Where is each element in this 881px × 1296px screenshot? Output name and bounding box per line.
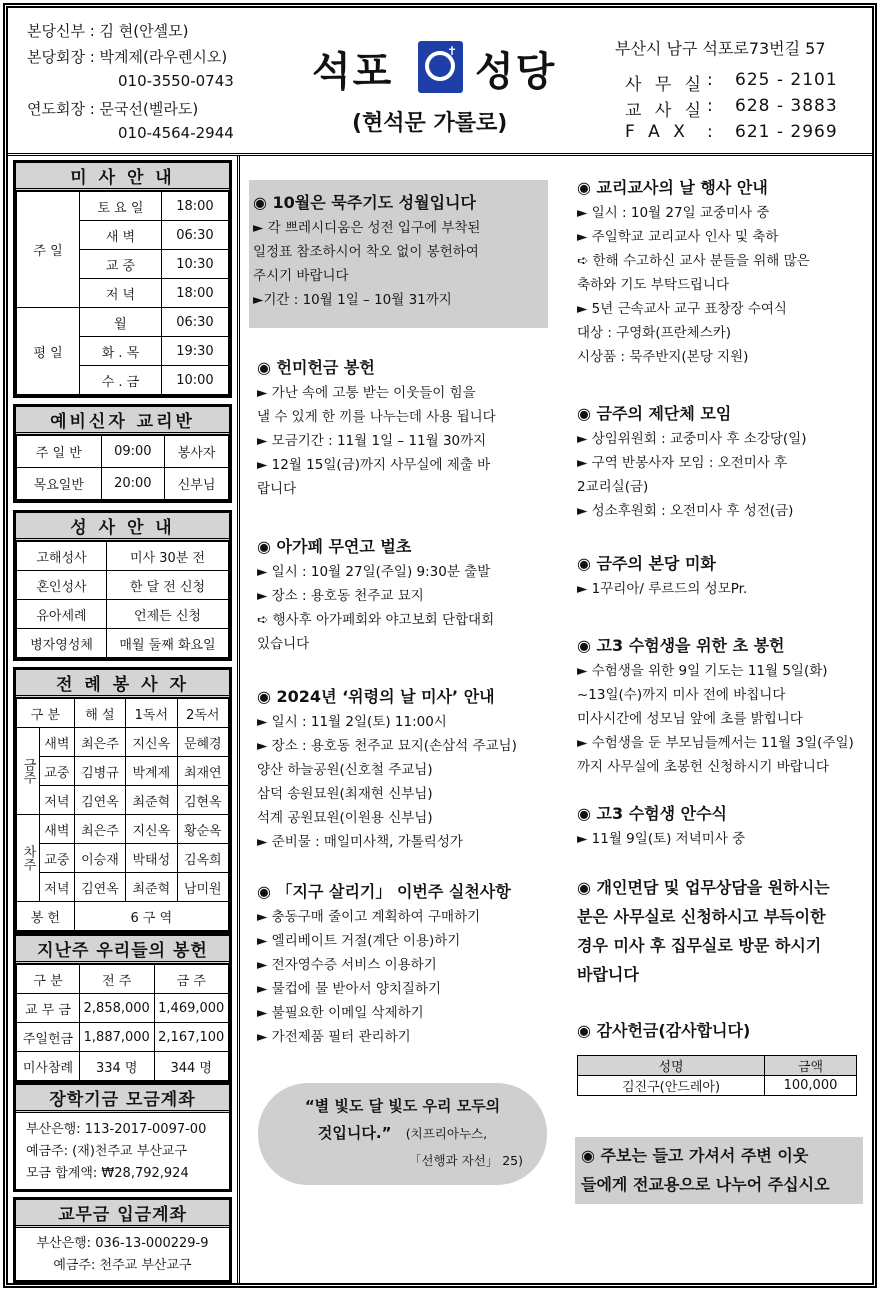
cell: 김현옥	[177, 786, 228, 815]
section-title: ◉ 헌미헌금 봉헌	[257, 358, 375, 377]
quote-source: (치프리아누스,	[405, 1126, 488, 1141]
district-phone: 010-4564-2944	[118, 124, 234, 142]
cell: 매월 둘째 화요일	[107, 629, 229, 658]
offering-table	[16, 964, 229, 1081]
cell: 주 일 반	[17, 436, 102, 468]
footer-line: ◉ 주보는 들고 가셔서 주변 이웃	[581, 1146, 809, 1165]
cell: 고해성사	[17, 542, 107, 571]
section-line: ~13일(수)까지 미사 전에 바칩니다	[577, 687, 786, 703]
section-line: ► 엘리베이트 거절(계단 이용)하기	[257, 933, 461, 949]
section-line: ► 주일학교 교리교사 인사 및 축하	[577, 229, 779, 245]
cell: 금 주	[154, 965, 229, 994]
mass-day: 수 . 금	[80, 366, 162, 395]
weekday-label: 평 일	[17, 308, 80, 395]
cell: 저녁	[40, 786, 75, 815]
notice-section	[257, 534, 494, 656]
cell: 최준혁	[126, 786, 177, 815]
cell: 목요일반	[17, 468, 102, 500]
section-line: ► 전자영수증 서비스 이용하기	[257, 957, 437, 973]
section-line: ➪ 행사후 아가페회와 야고보회 단합대회	[257, 612, 495, 628]
cell: 334 명	[80, 1052, 155, 1081]
section-line: 낼 수 있게 한 끼를 나누는데 사용 됩니다	[257, 409, 496, 425]
catechumen-table	[16, 435, 229, 500]
phone-number: 621 - 2969	[735, 122, 838, 142]
notice-section	[249, 180, 548, 328]
phone-number: 625 - 2101	[735, 70, 838, 90]
section-line: ► 일시 : 11월 2일(토) 11:00시	[257, 714, 447, 730]
total-amount: 모금 합계액: ₩28,792,924	[26, 1166, 189, 1181]
cell: 신부님	[165, 468, 229, 500]
dues-title: 교무금 입금계좌	[16, 1200, 229, 1228]
section-line: 있습니다	[257, 636, 310, 652]
notice-section	[577, 175, 810, 369]
cell: 구 분	[17, 965, 80, 994]
address: 부산시 남구 석포로73번길 57	[615, 39, 826, 58]
cell: 교 무 금	[17, 994, 80, 1023]
cell: 금액	[765, 1056, 857, 1076]
phone-label: F A X	[625, 122, 689, 142]
cell: 해 설	[74, 699, 125, 728]
section-title: ◉ 2024년 ‘위령의 날 미사’ 안내	[257, 687, 495, 706]
cell: 교중	[40, 844, 75, 873]
cell: 혼인성사	[17, 571, 107, 600]
cell: 2독서	[177, 699, 228, 728]
quote-text: “별 빛도 달 빛도 우리 모두의	[304, 1097, 501, 1115]
thanks-title: ◉ 감사헌금(감사합니다)	[577, 1021, 751, 1040]
offering-box	[13, 933, 232, 1084]
cell: 김옥희	[177, 844, 228, 873]
section-line: ► 일시 : 10월 27일(주일) 9:30분 출발	[257, 564, 491, 580]
section-line: ► 성소후원회 : 오전미사 후 성전(금)	[577, 503, 794, 519]
section-line: ► 수험생을 둔 부모님들께서는 11월 3일(주일)	[577, 735, 854, 751]
mass-schedule-box	[13, 160, 232, 398]
footer-notice-box	[575, 1137, 863, 1204]
section-line: ► 모금기간 : 11월 1일 – 11월 30까지	[257, 433, 487, 449]
scholarship-box	[13, 1082, 232, 1192]
church-name-right: 성당	[475, 49, 557, 95]
notice-line: 바랍니다	[577, 965, 639, 984]
dues-box	[13, 1197, 232, 1283]
cell: 미사 30분 전	[107, 542, 229, 571]
phone-label: 교 사 실	[625, 101, 706, 121]
bank-account: 부산은행: 113-2017-0097-00	[26, 1122, 207, 1137]
section-line: ► 11월 9일(토) 저녁미사 중	[577, 831, 746, 847]
cell: 2,167,100	[154, 1023, 229, 1052]
phone-label: 사 무 실	[625, 75, 706, 95]
pastor: 본당신부 : 김 현(안셀모)	[27, 22, 189, 40]
notice-line: ◉ 개인면담 및 업무상담을 원하시는	[577, 878, 830, 897]
account-holder: 예금주: 천주교 부산교구	[53, 1258, 192, 1273]
notice-section	[577, 551, 747, 601]
cell: 박계제	[126, 757, 177, 786]
parish-president: 본당회장 : 박계제(라우렌시오)	[27, 48, 228, 66]
section-title: ◉ 고3 수험생 안수식	[577, 804, 727, 823]
section-line: 주시기 바랍니다	[253, 268, 349, 284]
notice-section	[577, 633, 854, 779]
section-line: ► 장소 : 용호동 천주교 묘지	[257, 588, 424, 604]
phone-colon: :	[707, 122, 713, 142]
mass-time: 18:00	[161, 279, 228, 308]
mass-time: 06:30	[161, 221, 228, 250]
section-line: ► 각 쁘레시디움은 성전 입구에 부착된	[253, 220, 481, 236]
cell: 봉사자	[165, 436, 229, 468]
cell: 20:00	[101, 468, 165, 500]
section-line: 양산 하늘공원(신호철 주교님)	[257, 762, 433, 778]
section-line: ►기간 : 10월 1일 – 10월 31까지	[253, 292, 452, 308]
cell: 구 분	[17, 699, 75, 728]
scholarship-title: 장학기금 모금계좌	[16, 1085, 229, 1113]
cell: 봉 헌	[17, 902, 75, 931]
section-title: ◉ 교리교사의 날 행사 안내	[577, 178, 768, 197]
cell: 최은주	[74, 728, 125, 757]
section-line: ► 일시 : 10월 27일 교중미사 중	[577, 205, 770, 221]
bank-account: 부산은행: 036-13-000229-9	[36, 1236, 209, 1251]
mass-day: 월	[80, 308, 162, 337]
cell: 병자영성체	[17, 629, 107, 658]
section-line: ► 가전제품 필터 관리하기	[257, 1029, 411, 1045]
cell: 최은주	[74, 815, 125, 844]
mass-day: 저 녁	[80, 279, 162, 308]
cell: 한 달 전 신청	[107, 571, 229, 600]
section-title: ◉ 아가페 무연고 벌초	[257, 537, 412, 556]
cell: 주일헌금	[17, 1023, 80, 1052]
section-line: ► 충동구매 줄이고 계획하여 구매하기	[257, 909, 481, 925]
section-title: ◉ 금주의 본당 미화	[577, 554, 716, 573]
cell: 전 주	[80, 965, 155, 994]
mass-time: 10:30	[161, 250, 228, 279]
mass-time: 19:30	[161, 337, 228, 366]
cell: 100,000	[765, 1076, 857, 1096]
section-line: ► 상임위원회 : 교중미사 후 소강당(일)	[577, 431, 807, 447]
sacrament-box	[13, 510, 232, 661]
mass-day: 토 요 일	[80, 192, 162, 221]
section-line: ► 5년 근속교사 교구 표창장 수여식	[577, 301, 787, 317]
mass-time: 06:30	[161, 308, 228, 337]
section-line: 삼덕 송원묘원(최재현 신부님)	[257, 786, 433, 802]
section-title: ◉ 10월은 묵주기도 성월입니다	[253, 193, 476, 212]
section-line: ► 12월 15일(금)까지 사무실에 제출 바	[257, 457, 491, 473]
liturgy-box	[13, 667, 232, 934]
notice-section	[257, 355, 496, 501]
section-line: ► 물컵에 물 받아서 양치질하기	[257, 981, 442, 997]
notice-line: 경우 미사 후 집무실로 방문 하시기	[577, 936, 822, 955]
notice-line: 분은 사무실로 신청하시고 부득이한	[577, 907, 826, 926]
cell: 09:00	[101, 436, 165, 468]
cell: 최준혁	[126, 873, 177, 902]
mass-time: 18:00	[161, 192, 228, 221]
section-line: ► 준비물 : 매일미사책, 가톨릭성가	[257, 834, 463, 850]
section-line: ► 수험생을 위한 9일 기도는 11월 5일(화)	[577, 663, 828, 679]
mass-day: 교 중	[80, 250, 162, 279]
notice-section	[577, 401, 807, 523]
cell: 황순옥	[177, 815, 228, 844]
catechumen-box	[13, 404, 232, 503]
cell: 교중	[40, 757, 75, 786]
footer-line: 들에게 전교용으로 나누어 주십시오	[581, 1175, 830, 1194]
section-line: ► 불필요한 이메일 삭제하기	[257, 1005, 424, 1021]
sacrament-title: 성 사 안 내	[16, 513, 229, 541]
section-title: ◉ 금주의 제단체 모임	[577, 404, 732, 423]
liturgy-title: 전 례 봉 사 자	[16, 670, 229, 698]
cell: 김병규	[74, 757, 125, 786]
cell: 저녁	[40, 873, 75, 902]
district-president: 연도회장 : 문국선(벨라도)	[27, 100, 199, 118]
cell: 유아세례	[17, 600, 107, 629]
account-holder: 예금주: (재)천주교 부산교구	[26, 1144, 187, 1159]
cell: 1독서	[126, 699, 177, 728]
mass-table	[16, 191, 229, 395]
cell: 김연옥	[74, 873, 125, 902]
section-line: 일정표 참조하시어 착오 없이 봉헌하여	[253, 244, 479, 260]
section-line: 2교리실(금)	[577, 479, 649, 495]
cell: 새벽	[40, 728, 75, 757]
church-name-left: 석포	[312, 49, 394, 95]
cell: 남미원	[177, 873, 228, 902]
cell: 새벽	[40, 815, 75, 844]
cell: 1,469,000	[154, 994, 229, 1023]
section-line: 축하와 기도 부탁드립니다	[577, 277, 730, 293]
cell: 지신옥	[126, 728, 177, 757]
cell: 6 구 역	[74, 902, 228, 931]
cell: 문혜경	[177, 728, 228, 757]
notice	[577, 873, 830, 989]
mass-day: 화 . 목	[80, 337, 162, 366]
sunday-label: 주 일	[17, 192, 80, 308]
cell: 김연옥	[74, 786, 125, 815]
patron-saint: (현석문 가롤로)	[352, 111, 508, 136]
section-line: 석계 공원묘원(이원용 신부님)	[257, 810, 433, 826]
section-line: 까지 사무실에 초봉헌 신청하시기 바랍니다	[577, 759, 829, 775]
phone-colon: :	[707, 96, 713, 116]
church-logo: ✝	[418, 41, 463, 93]
thanks-table	[577, 1055, 857, 1096]
notice-section	[257, 879, 511, 1049]
section-title: ◉ 「지구 살리기」 이번주 실천사항	[257, 882, 511, 901]
section-line: ► 구역 반봉사자 모임 : 오전미사 후	[577, 455, 788, 471]
quote-source: 「선행과 자선」 25)	[408, 1153, 523, 1168]
section-title: ◉ 고3 수험생을 위한 초 봉헌	[577, 636, 785, 655]
notice-section	[257, 684, 517, 854]
cell: 성명	[578, 1056, 765, 1076]
mass-day: 새 벽	[80, 221, 162, 250]
sacrament-table	[16, 541, 229, 658]
notice-section	[577, 801, 745, 851]
section-line: 미사시간에 성모님 앞에 초를 밝힙니다	[577, 711, 803, 727]
mass-schedule-title: 미 사 안 내	[16, 163, 229, 191]
section-line: 랍니다	[257, 481, 297, 497]
president-phone: 010-3550-0743	[118, 72, 234, 90]
section-line: ► 가난 속에 고통 받는 이웃들이 힘을	[257, 385, 476, 401]
offering-title: 지난주 우리들의 봉헌	[16, 936, 229, 964]
cell: 1,887,000	[80, 1023, 155, 1052]
quote-bubble	[258, 1083, 547, 1185]
cell: 미사참례	[17, 1052, 80, 1081]
phone-number: 628 - 3883	[735, 96, 838, 116]
mass-time: 10:00	[161, 366, 228, 395]
cell: 지신옥	[126, 815, 177, 844]
section-line: ➪ 한해 수고하신 교사 분들을 위해 많은	[577, 253, 810, 269]
header-divider	[8, 153, 873, 157]
phone-colon: :	[707, 70, 713, 90]
column-divider	[237, 156, 240, 1283]
section-line: ► 장소 : 용호동 천주교 묘지(손삼석 주교님)	[257, 738, 517, 754]
cell: 최재연	[177, 757, 228, 786]
section-line: 시상품 : 묵주반지(본당 지원)	[577, 349, 749, 365]
cell: 344 명	[154, 1052, 229, 1081]
cell: 언제든 신청	[107, 600, 229, 629]
section-line: ► 1꾸리아/ 루르드의 성모Pr.	[577, 581, 748, 597]
cell: 박태성	[126, 844, 177, 873]
cell: 김진구(안드레아)	[578, 1076, 765, 1096]
catechumen-title: 예비신자 교리반	[16, 407, 229, 435]
next-week-label: 차주	[17, 815, 40, 902]
cell: 2,858,000	[80, 994, 155, 1023]
this-week-label: 금주	[17, 728, 40, 815]
liturgy-table	[16, 698, 229, 931]
section-line: 대상 : 구영화(프란체스카)	[577, 325, 732, 341]
quote-text: 것입니다.”	[317, 1124, 392, 1142]
cell: 이승재	[74, 844, 125, 873]
